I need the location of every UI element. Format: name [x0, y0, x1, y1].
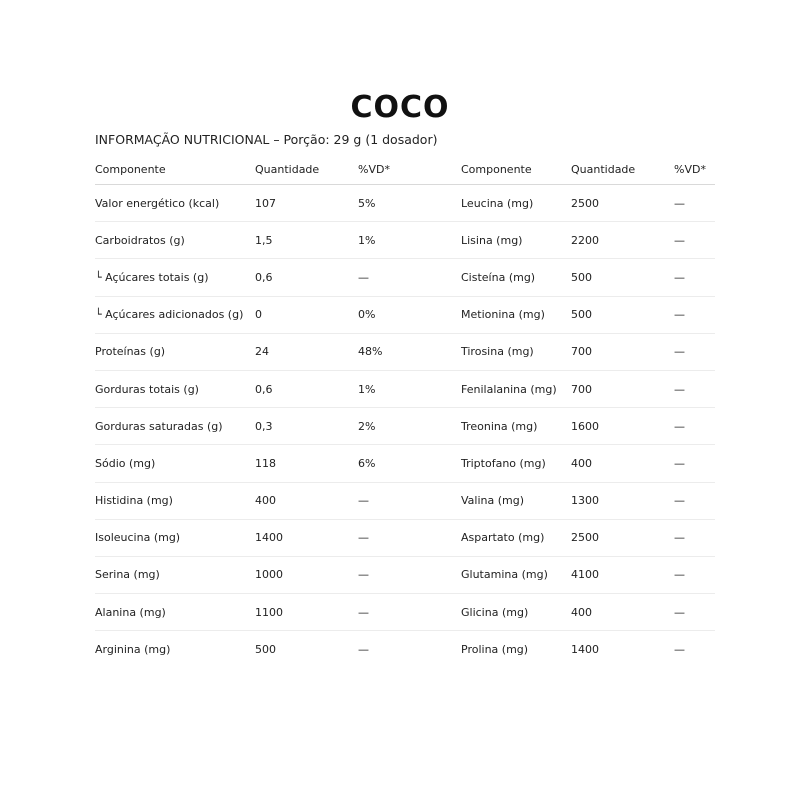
cell-left-vd: — — [358, 270, 369, 284]
cell-right-quantity: 1600 — [571, 419, 599, 433]
cell-right-component: Lisina (mg) — [461, 233, 523, 247]
cell-right-component: Valina (mg) — [461, 494, 525, 508]
cell-right-quantity: 500 — [571, 308, 592, 322]
product-title: COCO — [350, 90, 450, 125]
cell-left-vd: 2% — [358, 419, 376, 433]
table-row — [95, 334, 715, 371]
table-row — [95, 408, 715, 445]
cell-left-quantity: 107 — [255, 196, 276, 210]
cell-right-quantity: 700 — [571, 345, 592, 359]
cell-left-quantity: 0,6 — [255, 270, 273, 284]
cell-right-component: Glutamina (mg) — [461, 568, 548, 582]
cell-right-quantity: 500 — [571, 270, 592, 284]
header-vd-right: %VD* — [674, 162, 706, 176]
cell-left-quantity: 1000 — [255, 568, 283, 582]
cell-left-component: Arginina (mg) — [95, 642, 171, 656]
cell-left-quantity: 1100 — [255, 605, 283, 619]
cell-left-quantity: 400 — [255, 494, 276, 508]
cell-right-vd: — — [674, 233, 685, 247]
cell-right-component: Treonina (mg) — [461, 419, 538, 433]
table-row — [95, 259, 715, 296]
cell-left-quantity: 118 — [255, 456, 276, 470]
cell-right-quantity: 400 — [571, 605, 592, 619]
cell-left-quantity: 24 — [255, 345, 269, 359]
cell-right-component: Cisteína (mg) — [461, 270, 536, 284]
cell-left-component: Gorduras totais (g) — [95, 382, 199, 396]
nutrition-table — [95, 152, 715, 667]
cell-left-quantity: 0,6 — [255, 382, 273, 396]
cell-left-quantity: 500 — [255, 642, 276, 656]
cell-right-vd: — — [674, 196, 685, 210]
cell-left-component: Serina (mg) — [95, 568, 160, 582]
cell-left-vd: — — [358, 494, 369, 508]
cell-left-quantity: 0 — [255, 308, 262, 322]
table-row — [95, 631, 715, 667]
cell-right-quantity: 700 — [571, 382, 592, 396]
table-row — [95, 557, 715, 594]
table-row — [95, 222, 715, 259]
cell-left-component: Carboidratos (g) — [95, 233, 185, 247]
cell-left-component: Histidina (mg) — [95, 494, 173, 508]
cell-right-quantity: 1300 — [571, 494, 599, 508]
cell-right-vd: — — [674, 531, 685, 545]
nutrition-subtitle: INFORMAÇÃO NUTRICIONAL – Porção: 29 g (1 dosador) — [95, 132, 438, 147]
cell-right-component: Glicina (mg) — [461, 605, 529, 619]
cell-left-vd: 1% — [358, 382, 376, 396]
cell-right-quantity: 4100 — [571, 568, 599, 582]
table-row — [95, 483, 715, 520]
cell-left-component: Sódio (mg) — [95, 456, 156, 470]
table-row — [95, 520, 715, 557]
cell-left-vd: — — [358, 642, 369, 656]
table-row — [95, 297, 715, 334]
cell-right-component: Fenilalanina (mg) — [461, 382, 557, 396]
cell-right-component: Metionina (mg) — [461, 308, 545, 322]
cell-left-component: └ Açúcares adicionados (g) — [95, 308, 244, 322]
table-row — [95, 594, 715, 631]
cell-left-quantity: 0,3 — [255, 419, 273, 433]
cell-left-vd: 6% — [358, 456, 376, 470]
cell-right-vd: — — [674, 345, 685, 359]
cell-right-vd: — — [674, 568, 685, 582]
cell-left-quantity: 1400 — [255, 531, 283, 545]
table-row — [95, 445, 715, 482]
cell-right-vd: — — [674, 642, 685, 656]
cell-right-vd: — — [674, 270, 685, 284]
table-row — [95, 185, 715, 222]
cell-left-vd: — — [358, 531, 369, 545]
cell-right-component: Prolina (mg) — [461, 642, 529, 656]
table-row — [95, 371, 715, 408]
cell-right-vd: — — [674, 605, 685, 619]
cell-right-quantity: 2200 — [571, 233, 599, 247]
cell-right-quantity: 1400 — [571, 642, 599, 656]
cell-right-component: Leucina (mg) — [461, 196, 534, 210]
header-quantidade-left: Quantidade — [255, 162, 320, 176]
cell-right-vd: — — [674, 419, 685, 433]
cell-left-component: Proteínas (g) — [95, 345, 166, 359]
cell-left-component: Alanina (mg) — [95, 605, 166, 619]
cell-right-vd: — — [674, 456, 685, 470]
cell-right-component: Tirosina (mg) — [461, 345, 534, 359]
cell-right-vd: — — [674, 382, 685, 396]
cell-right-quantity: 2500 — [571, 196, 599, 210]
cell-left-vd: — — [358, 605, 369, 619]
header-componente-right: Componente — [461, 162, 532, 176]
table-header-row — [95, 152, 715, 185]
cell-right-quantity: 400 — [571, 456, 592, 470]
cell-right-component: Aspartato (mg) — [461, 531, 545, 545]
cell-right-vd: — — [674, 494, 685, 508]
cell-left-component: Valor energético (kcal) — [95, 196, 220, 210]
cell-left-component: Isoleucina (mg) — [95, 531, 181, 545]
cell-left-component: Gorduras saturadas (g) — [95, 419, 223, 433]
cell-left-vd: — — [358, 568, 369, 582]
header-vd-left: %VD* — [358, 162, 390, 176]
cell-right-vd: — — [674, 308, 685, 322]
header-quantidade-right: Quantidade — [571, 162, 636, 176]
cell-left-vd: 5% — [358, 196, 376, 210]
cell-left-vd: 48% — [358, 345, 383, 359]
cell-right-component: Triptofano (mg) — [461, 456, 546, 470]
cell-right-quantity: 2500 — [571, 531, 599, 545]
cell-left-vd: 1% — [358, 233, 376, 247]
cell-left-quantity: 1,5 — [255, 233, 273, 247]
header-componente-left: Componente — [95, 162, 166, 176]
cell-left-vd: 0% — [358, 308, 376, 322]
cell-left-component: └ Açúcares totais (g) — [95, 270, 209, 284]
